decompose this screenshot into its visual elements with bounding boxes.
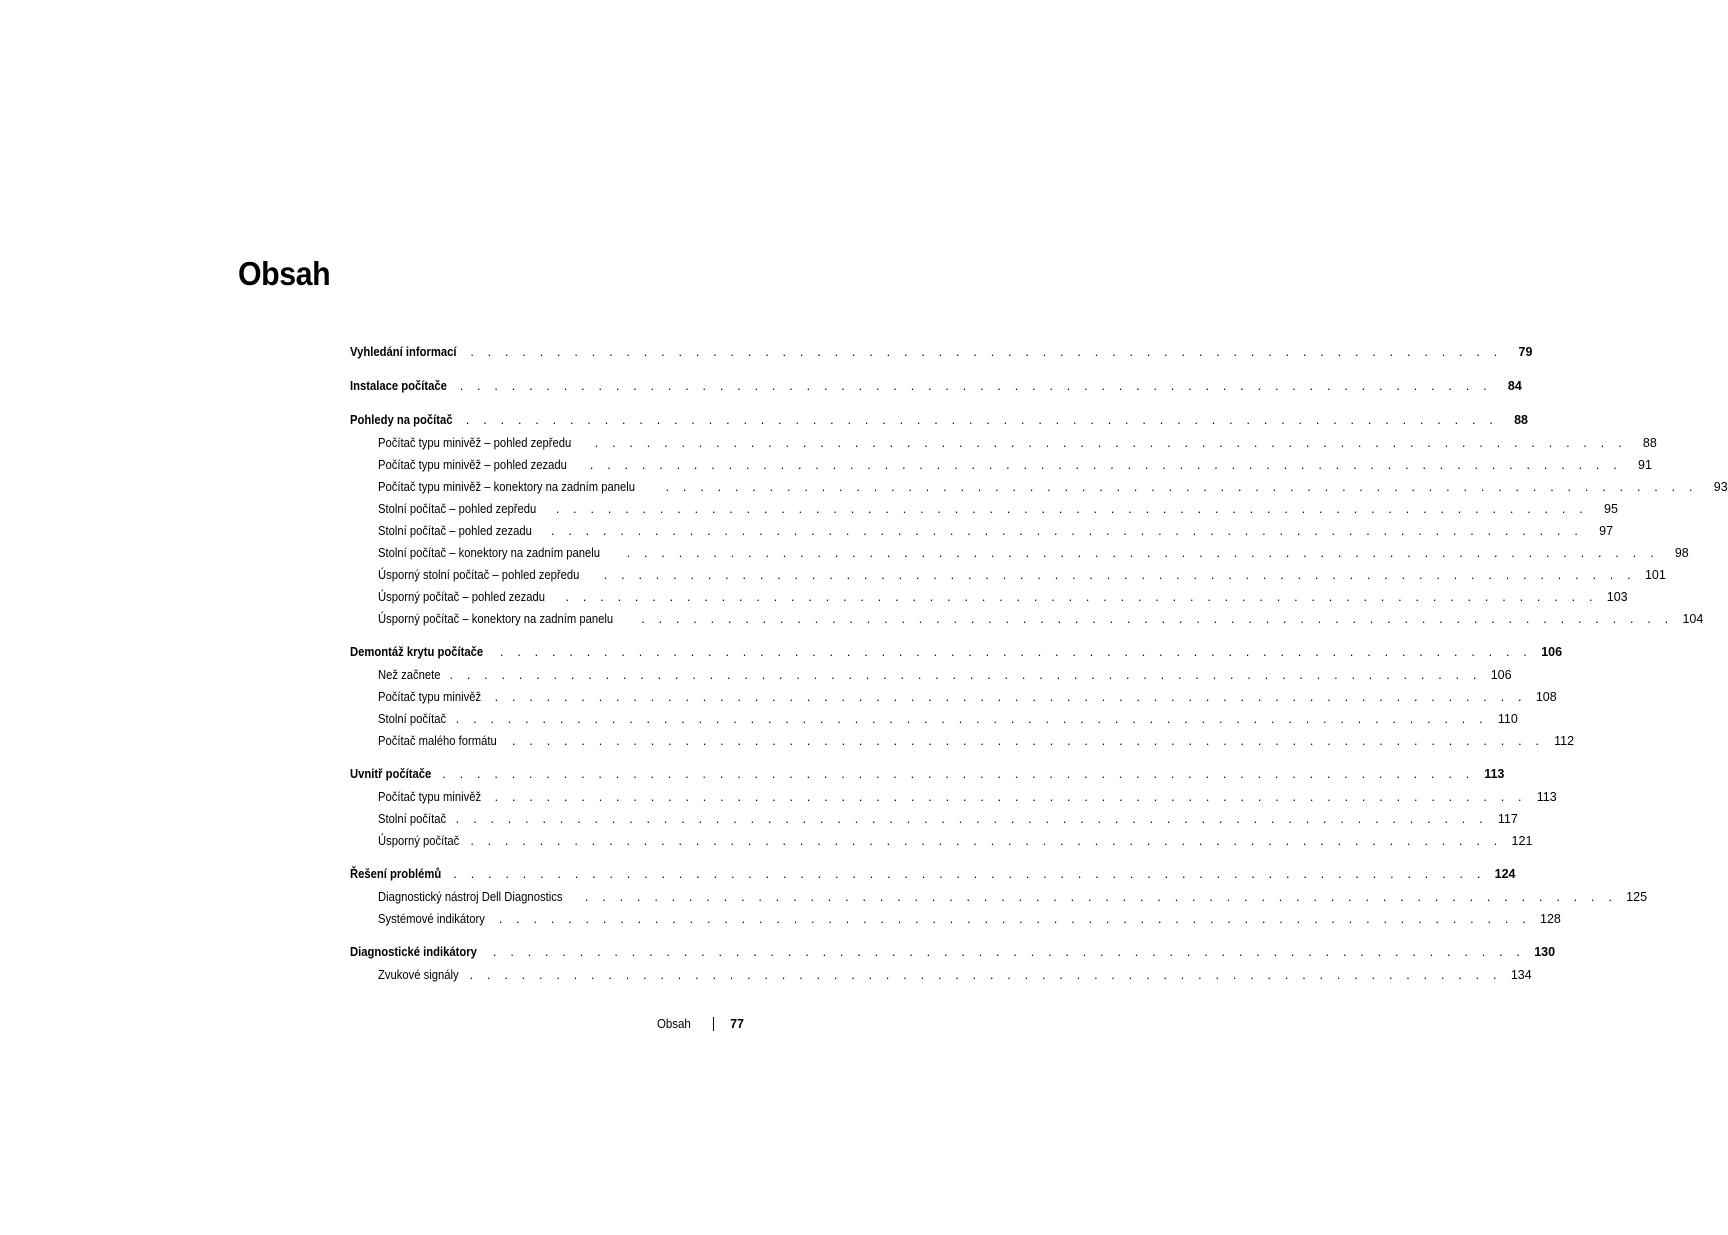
toc-entry-label: Úsporný počítač – konektory na zadním panelu [378, 612, 614, 626]
toc-entry-label: Počítač typu minivěž – pohled zezadu [378, 458, 567, 472]
toc-section-entry[interactable] [350, 408, 1528, 432]
toc-entry-label: Systémové indikátory [378, 912, 485, 926]
toc-subsection-entry[interactable] [350, 564, 1666, 586]
toc-section-entry[interactable] [350, 862, 1516, 886]
toc-dot-leader: . . . . . . . . . . . . . . . . . . . . . . . . . . . . . . . . . . . . . . . . . . . . . . . . . . . . . . . . . . . . [584, 890, 1618, 904]
toc-subsection-entry[interactable] [350, 708, 1518, 730]
footer-title: Obsah [657, 1017, 692, 1031]
toc-section-entry[interactable] [350, 640, 1563, 664]
toc-section-entry[interactable] [350, 374, 1522, 398]
toc-entry-page-number: 110 [1497, 712, 1518, 726]
toc-dot-leader: . . . . . . . . . . . . . . . . . . . . . . . . . . . . . . . . . . . . . . . . . . . . . . . . . . . . . . . . . . . . [499, 645, 1533, 659]
toc-subsection-entry[interactable] [350, 686, 1557, 708]
toc-dot-leader: . . . . . . . . . . . . . . . . . . . . . . . . . . . . . . . . . . . . . . . . . . . . . . . . . . . . . . . . . . . . [594, 436, 1627, 450]
page-title: Obsah [238, 255, 331, 292]
toc-entry-label: Zvukové signály [378, 968, 459, 982]
toc-entry-page-number: 93 [1713, 480, 1728, 494]
toc-entry-page-number: 106 [1541, 645, 1563, 659]
toc-dot-leader: . . . . . . . . . . . . . . . . . . . . . . . . . . . . . . . . . . . . . . . . . . . . . . . . . . . . . . . . . . . . [442, 767, 1475, 781]
toc-dot-leader: . . . . . . . . . . . . . . . . . . . . . . . . . . . . . . . . . . . . . . . . . . . . . . . . . . . . . . . . . . . . [555, 502, 1588, 516]
toc-dot-leader: . . . . . . . . . . . . . . . . . . . . . . . . . . . . . . . . . . . . . . . . . . . . . . . . . . . . . . . . . . . . [665, 480, 1698, 494]
toc-dot-leader: . . . . . . . . . . . . . . . . . . . . . . . . . . . . . . . . . . . . . . . . . . . . . . . . . . . . . . . . . . . . [453, 867, 1486, 881]
toc-dot-leader: . . . . . . . . . . . . . . . . . . . . . . . . . . . . . . . . . . . . . . . . . . . . . . . . . . . . . . . . . . . . [494, 790, 1527, 804]
toc-subsection-entry[interactable] [350, 498, 1618, 520]
toc-entry-label: Počítač typu minivěž – konektory na zadním panelu [378, 480, 636, 494]
toc-dot-leader: . . . . . . . . . . . . . . . . . . . . . . . . . . . . . . . . . . . . . . . . . . . . . . . . . . . . . . . . . . . . [603, 568, 1636, 582]
toc-subsection-entry[interactable] [350, 476, 1728, 498]
toc-subsection-entry[interactable] [350, 830, 1533, 852]
toc-subsection-entry[interactable] [350, 520, 1614, 542]
toc-subsection-entry[interactable] [350, 608, 1704, 630]
toc-entry-page-number: 98 [1674, 546, 1689, 560]
toc-entry-label: Počítač malého formátu [378, 734, 497, 748]
toc-entry-page-number: 101 [1644, 568, 1666, 582]
toc-subsection-entry[interactable] [350, 586, 1628, 608]
page-footer [600, 1014, 744, 1034]
toc-dot-leader: . . . . . . . . . . . . . . . . . . . . . . . . . . . . . . . . . . . . . . . . . . . . . . . . . . . . . . . . . . . . [565, 590, 1598, 604]
toc-entry-page-number: 130 [1534, 945, 1556, 959]
toc-entry-page-number: 95 [1604, 502, 1618, 516]
toc-subsection-entry[interactable] [350, 730, 1575, 752]
toc-dot-leader: . . . . . . . . . . . . . . . . . . . . . . . . . . . . . . . . . . . . . . . . . . . . . . . . . . . . . . . . . . . . [493, 945, 1526, 959]
toc-subsection-entry[interactable] [350, 786, 1557, 808]
toc-entry-page-number: 108 [1535, 690, 1557, 704]
toc-dot-leader: . . . . . . . . . . . . . . . . . . . . . . . . . . . . . . . . . . . . . . . . . . . . . . . . . . . . . . . . . . . . [455, 812, 1488, 826]
footer-page-number: 77 [730, 1017, 744, 1031]
toc-entry-page-number: 113 [1484, 767, 1505, 781]
toc-entry-label: Stolní počítač – konektory na zadním panelu [378, 546, 601, 560]
toc-entry-page-number: 124 [1494, 867, 1516, 881]
footer-separator [713, 1017, 714, 1031]
toc-dot-leader: . . . . . . . . . . . . . . . . . . . . . . . . . . . . . . . . . . . . . . . . . . . . . . . . . . . . . . . . . . . . [465, 413, 1498, 427]
toc-section-entry[interactable] [350, 762, 1505, 786]
toc-dot-leader: . . . . . . . . . . . . . . . . . . . . . . . . . . . . . . . . . . . . . . . . . . . . . . . . . . . . . . . . . . . . [494, 690, 1527, 704]
toc-entry-label: Vyhledání informací [350, 345, 457, 359]
toc-dot-leader: . . . . . . . . . . . . . . . . . . . . . . . . . . . . . . . . . . . . . . . . . . . . . . . . . . . . . . . . . . . . [589, 458, 1622, 472]
toc-entry-page-number: 113 [1536, 790, 1557, 804]
toc-entry-label: Řešení problémů [350, 867, 442, 881]
toc-entry-label: Uvnitř počítače [350, 767, 432, 781]
toc-entry-label: Pohledy na počítač [350, 413, 453, 427]
toc-section-entry[interactable] [350, 340, 1533, 364]
toc-subsection-entry[interactable] [350, 664, 1512, 686]
toc-dot-leader: . . . . . . . . . . . . . . . . . . . . . . . . . . . . . . . . . . . . . . . . . . . . . . . . . . . . . . . . . . . . [641, 612, 1674, 626]
toc-entry-label: Demontáž krytu počítače [350, 645, 484, 659]
toc-entry-label: Než začnete [378, 668, 441, 682]
toc-entry-label: Počítač typu minivěž [378, 790, 482, 804]
toc-entry-label: Úsporný počítač – pohled zezadu [378, 590, 545, 604]
toc-entry-page-number: 84 [1507, 379, 1522, 393]
toc-entry-page-number: 91 [1638, 458, 1652, 472]
toc-dot-leader: . . . . . . . . . . . . . . . . . . . . . . . . . . . . . . . . . . . . . . . . . . . . . . . . . . . . . . . . . . . . [470, 834, 1503, 848]
toc-entry-page-number: 103 [1606, 590, 1628, 604]
toc-entry-label: Úsporný počítač [378, 834, 460, 848]
toc-entry-page-number: 121 [1511, 834, 1533, 848]
toc-subsection-entry[interactable] [350, 542, 1689, 564]
toc-dot-leader: . . . . . . . . . . . . . . . . . . . . . . . . . . . . . . . . . . . . . . . . . . . . . . . . . . . . . . . . . . . . [512, 734, 1545, 748]
toc-entry-page-number: 79 [1518, 345, 1533, 359]
toc-subsection-entry[interactable] [350, 808, 1518, 830]
toc-dot-leader: . . . . . . . . . . . . . . . . . . . . . . . . . . . . . . . . . . . . . . . . . . . . . . . . . . . . . . . . . . . . [550, 524, 1584, 538]
toc-entry-label: Stolní počítač – pohled zezadu [378, 524, 532, 538]
toc-entry-page-number: 117 [1497, 812, 1518, 826]
table-of-contents [350, 340, 1728, 986]
toc-entry-label: Diagnostické indikátory [350, 945, 477, 959]
toc-entry-page-number: 106 [1490, 668, 1512, 682]
toc-dot-leader: . . . . . . . . . . . . . . . . . . . . . . . . . . . . . . . . . . . . . . . . . . . . . . . . . . . . . . . . . . . . [455, 712, 1488, 726]
toc-dot-leader: . . . . . . . . . . . . . . . . . . . . . . . . . . . . . . . . . . . . . . . . . . . . . . . . . . . . . . . . . . . . [498, 912, 1531, 926]
toc-dot-leader: . . . . . . . . . . . . . . . . . . . . . . . . . . . . . . . . . . . . . . . . . . . . . . . . . . . . . . . . . . . . [469, 968, 1502, 982]
toc-entry-label: Stolní počítač [378, 812, 447, 826]
toc-entry-page-number: 128 [1540, 912, 1561, 926]
toc-entry-label: Instalace počítače [350, 379, 447, 393]
toc-entry-label: Stolní počítač – pohled zepředu [378, 502, 537, 516]
toc-entry-page-number: 104 [1682, 612, 1704, 626]
toc-entry-page-number: 112 [1554, 734, 1575, 748]
toc-entry-label: Počítač typu minivěž – pohled zepředu [378, 436, 572, 450]
toc-subsection-entry[interactable] [350, 908, 1561, 930]
toc-subsection-entry[interactable] [350, 886, 1648, 908]
toc-dot-leader: . . . . . . . . . . . . . . . . . . . . . . . . . . . . . . . . . . . . . . . . . . . . . . . . . . . . . . . . . . . . [449, 668, 1482, 682]
toc-dot-leader: . . . . . . . . . . . . . . . . . . . . . . . . . . . . . . . . . . . . . . . . . . . . . . . . . . . . . . . . . . . . [626, 546, 1659, 560]
toc-entry-label: Diagnostický nástroj Dell Diagnostics [378, 890, 563, 904]
toc-subsection-entry[interactable] [350, 432, 1657, 454]
toc-entry-label: Úsporný stolní počítač – pohled zepředu [378, 568, 580, 582]
toc-entry-page-number: 125 [1626, 890, 1648, 904]
toc-section-entry[interactable] [350, 940, 1556, 964]
toc-subsection-entry[interactable] [350, 964, 1532, 986]
toc-entry-label: Stolní počítač [378, 712, 447, 726]
toc-entry-page-number: 88 [1514, 413, 1528, 427]
toc-subsection-entry[interactable] [350, 454, 1652, 476]
toc-dot-leader: . . . . . . . . . . . . . . . . . . . . . . . . . . . . . . . . . . . . . . . . . . . . . . . . . . . . . . . . . . . . [459, 379, 1492, 393]
toc-entry-label: Počítač typu minivěž [378, 690, 482, 704]
toc-dot-leader: . . . . . . . . . . . . . . . . . . . . . . . . . . . . . . . . . . . . . . . . . . . . . . . . . . . . . . . . . . . . [470, 345, 1503, 359]
toc-entry-page-number: 88 [1642, 436, 1657, 450]
toc-entry-page-number: 134 [1510, 968, 1532, 982]
toc-entry-page-number: 97 [1599, 524, 1614, 538]
